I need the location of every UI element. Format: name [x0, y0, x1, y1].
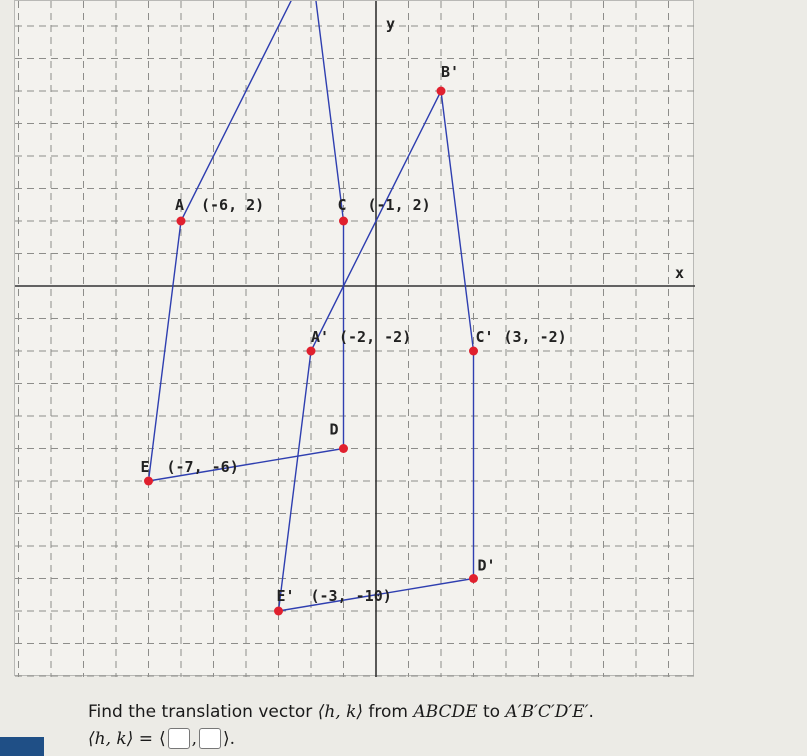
answer-separator: , [191, 728, 198, 749]
point-image-E-prime [274, 607, 283, 616]
answer-end: . [229, 728, 236, 749]
coord-label-C-prime: (3, -2) [503, 328, 567, 346]
answer-lhs: ⟨h, k⟩ = [88, 728, 153, 749]
point-orig-C [339, 217, 348, 226]
point-label-C-prime: C' [475, 328, 494, 346]
point-image-D-prime [469, 574, 478, 583]
question-target: A′B′C′D′E′ [505, 702, 589, 722]
point-image-B-prime [437, 87, 446, 96]
point-label-C: C [337, 196, 347, 214]
x-axis-label: x [675, 264, 685, 282]
point-label-B-prime: B' [441, 63, 460, 81]
question-suffix: . [588, 702, 594, 722]
point-label-A-prime: A' [311, 328, 330, 346]
question-to: to [482, 702, 501, 722]
y-axis-label: y [386, 15, 396, 33]
bottom-nav-tab[interactable] [0, 737, 44, 756]
point-label-A: A [175, 196, 185, 214]
question-vector: ⟨h, k⟩ [317, 702, 364, 722]
answer-close-bracket: ⟩ [223, 728, 230, 749]
point-orig-E [144, 477, 153, 486]
question-source: ABCDE [413, 702, 478, 722]
coordinate-plane [15, 1, 695, 677]
point-orig-A [177, 217, 186, 226]
point-label-E: E [140, 458, 150, 476]
question-middle: from [368, 702, 408, 722]
coordinate-plane-panel [14, 0, 694, 676]
coord-label-E-prime: (-3, -10) [310, 587, 392, 605]
point-label-D: D [329, 420, 339, 439]
answer-h-input[interactable] [168, 728, 190, 749]
coord-label-A-prime: (-2, -2) [339, 328, 412, 346]
point-orig-D [339, 444, 348, 453]
answer-row [88, 728, 235, 749]
point-image-C-prime [469, 347, 478, 356]
question-prefix: Find the translation vector [88, 702, 313, 722]
point-label-E-prime: E' [276, 587, 295, 605]
answer-k-input[interactable] [199, 728, 221, 749]
answer-open-bracket: ⟨ [158, 728, 166, 749]
coord-label-C: (-1, 2) [367, 196, 431, 214]
point-label-D-prime: D' [477, 556, 496, 575]
question-prompt [88, 702, 594, 722]
point-image-A-prime [307, 347, 316, 356]
coord-label-E: (-7, -6) [166, 458, 239, 476]
coord-label-A: (-6, 2) [201, 196, 265, 214]
